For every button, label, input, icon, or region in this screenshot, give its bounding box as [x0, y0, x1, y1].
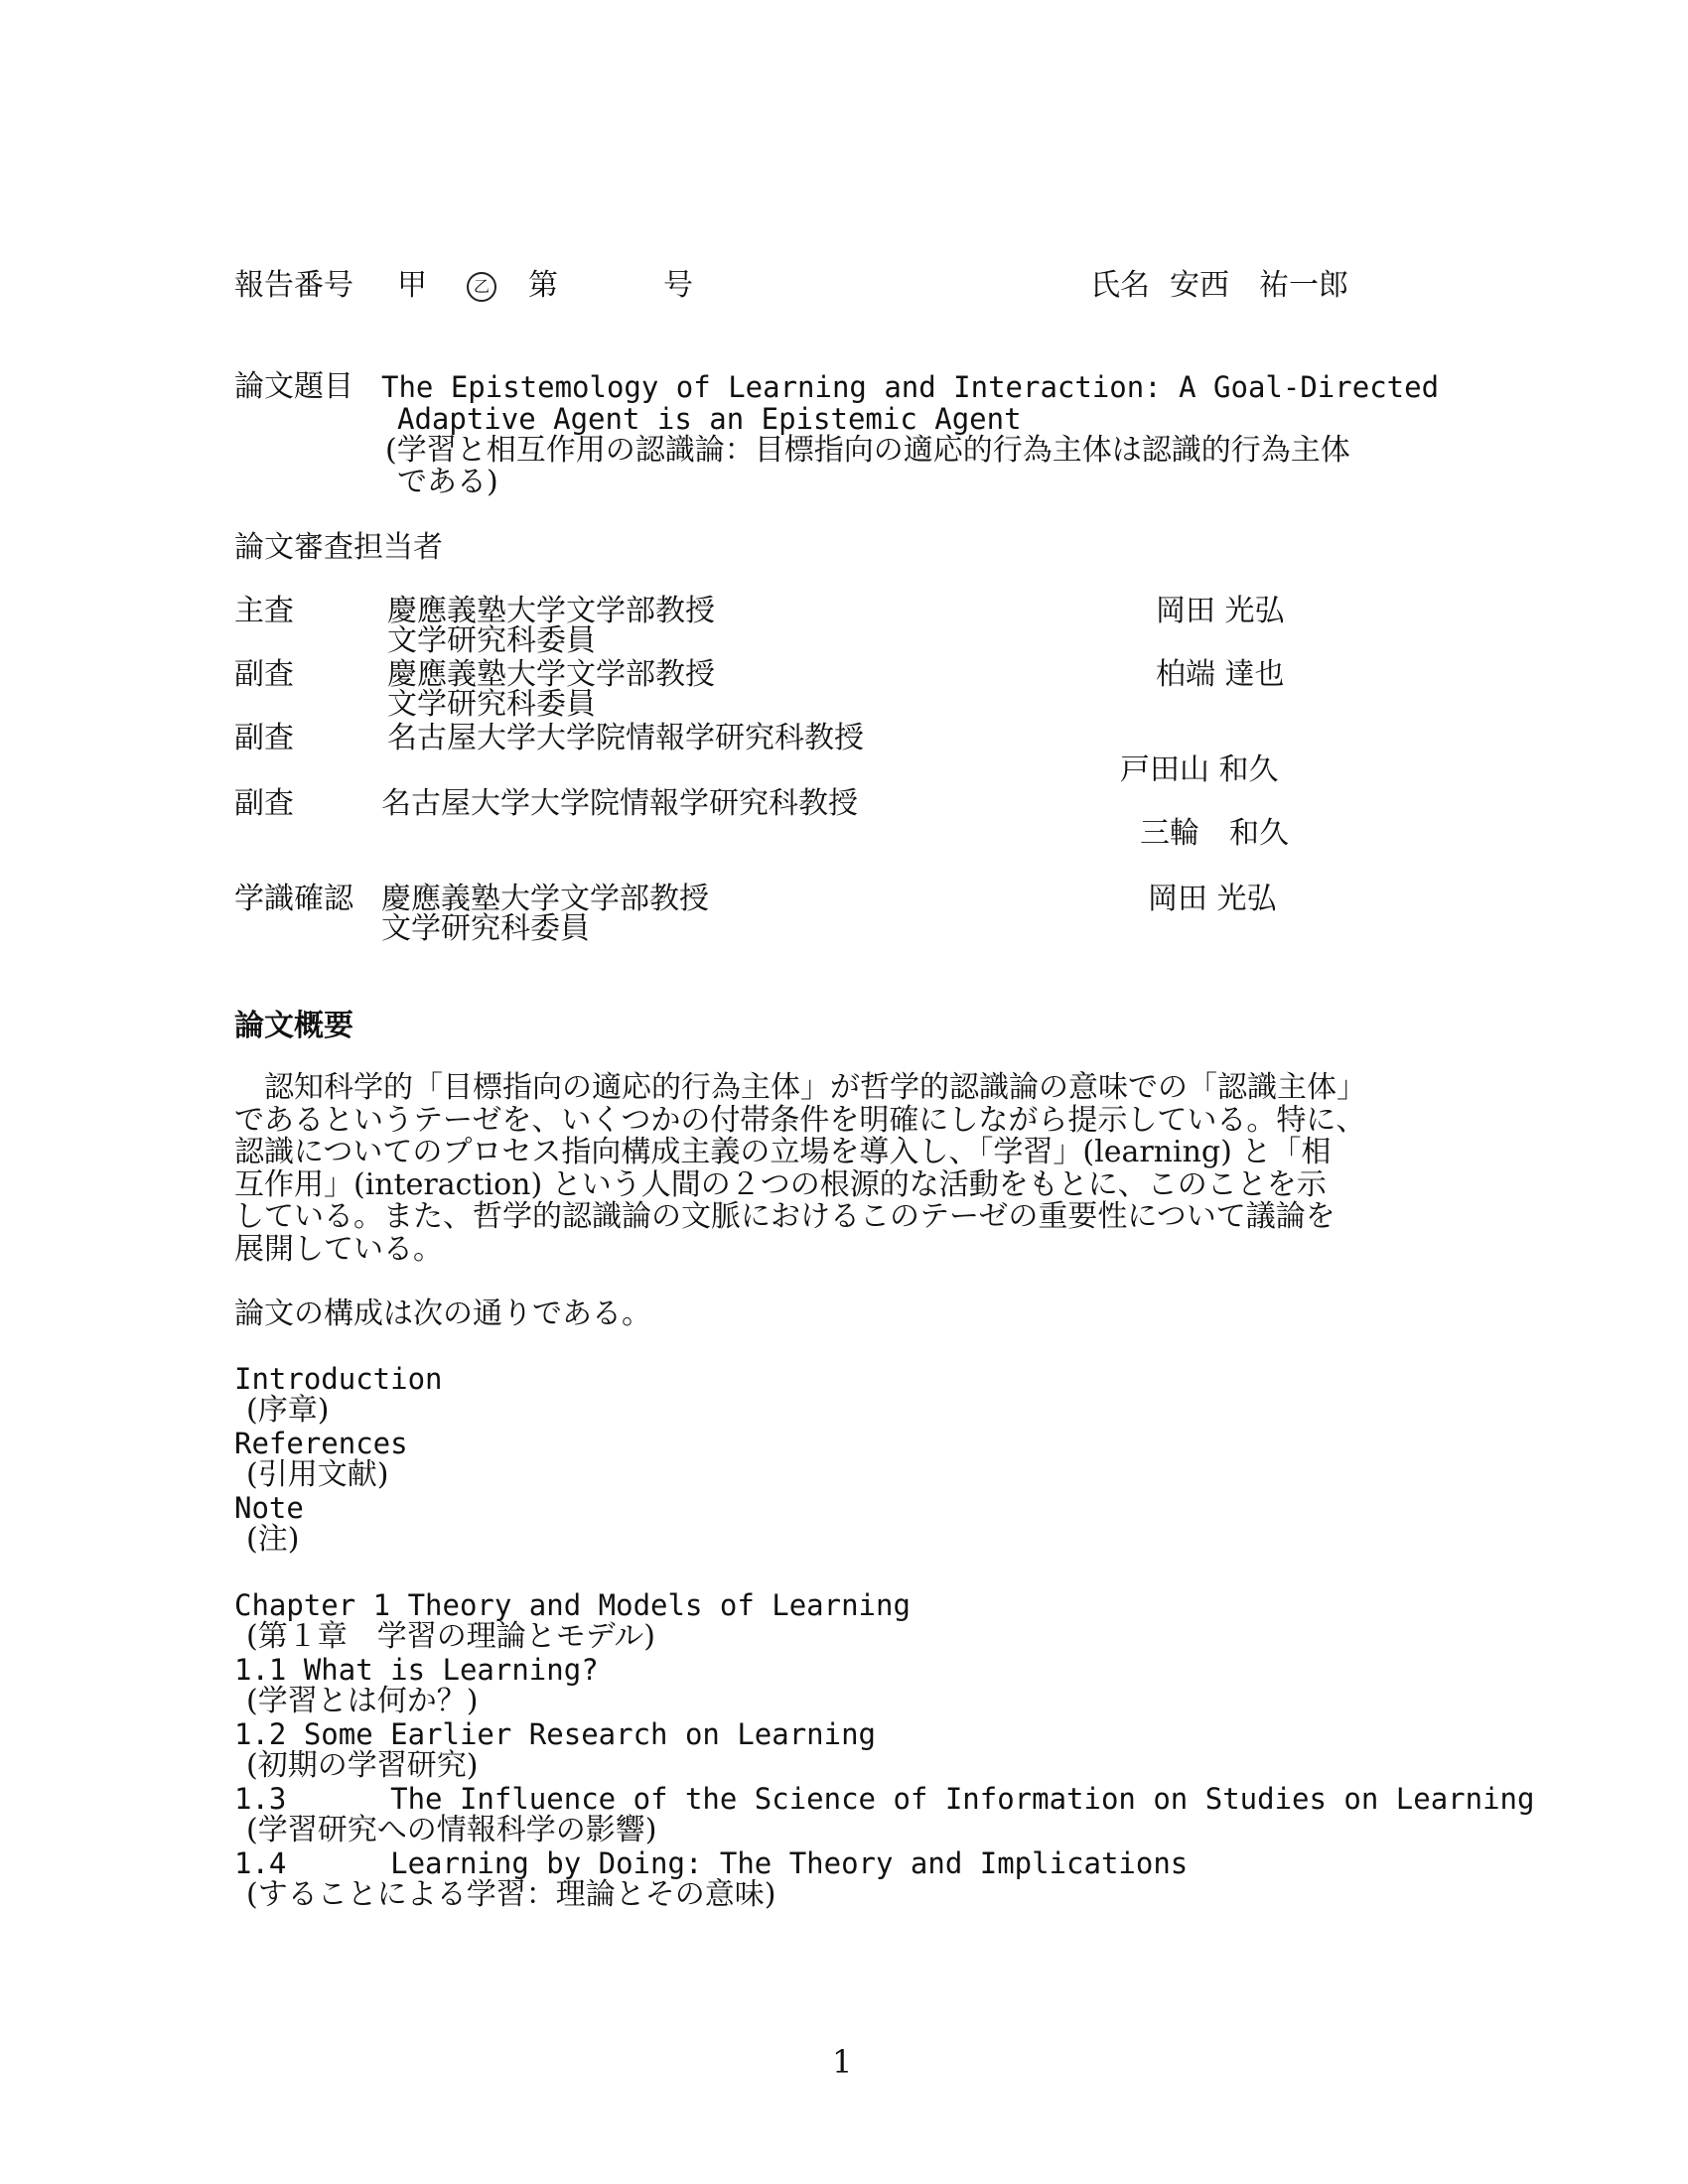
title-jp-line1: (学習と相互作用の認識論：目標指向の適応的行為主体は認識的行為主体	[385, 433, 1350, 468]
examiner-affiliation: 慶應義塾大学文学部教授	[387, 594, 715, 628]
toc-entry-translation: (することによる学習：理論とその意味)	[246, 1876, 776, 1912]
examiner-name: 戸田山 和久	[1120, 752, 1279, 787]
report-gou: 号	[663, 268, 693, 303]
name-value: 安西 祐一郎	[1170, 268, 1348, 303]
summary-line: 互作用」(interaction) という人間の２つの根源的な活動をもとに、このことを示	[234, 1166, 1327, 1202]
toc-entry-jp	[234, 1456, 443, 1492]
toc-entry-title: Chapter 1 Theory and Models of Learning	[234, 1588, 911, 1622]
toc-entry-title: 1.4 Learning by Doing: The Theory and Implications	[234, 1846, 1189, 1880]
toc-entry-title: 1.2 Some Earlier Research on Learning	[234, 1717, 877, 1751]
toc-entry-en	[234, 1782, 1534, 1815]
examiner-affiliation: 名古屋大学大学院情報学研究科教授	[381, 786, 858, 821]
examiner-role: 副査	[234, 786, 294, 821]
toc-entry-translation: (初期の学習研究)	[246, 1747, 479, 1783]
toc-entry-title: Note	[234, 1491, 304, 1525]
examiner-affiliation-sub: 文学研究科委員	[387, 687, 596, 722]
toc-entry-jp	[234, 1876, 1534, 1912]
examiner-affiliation-sub: 文学研究科委員	[381, 911, 590, 946]
report-kou: 甲	[397, 268, 427, 303]
examiner-affiliation: 慶應義塾大学文学部教授	[381, 882, 709, 916]
title-en-line1: The Epistemology of Learning and Interaction: A Goal-Directed	[381, 370, 1440, 404]
toc-entry-en	[234, 1846, 1534, 1879]
toc-entry-en	[234, 1362, 443, 1395]
examiner-affiliation-sub: 文学研究科委員	[387, 623, 596, 658]
examiner-affiliation: 名古屋大学大学院情報学研究科教授	[387, 721, 864, 755]
toc-entry-jp	[234, 1392, 443, 1428]
toc-entry-translation: (第１章 学習の理論とモデル)	[246, 1618, 655, 1654]
summary-paragraph	[234, 1072, 1456, 1266]
toc-entry-en	[234, 1717, 1534, 1750]
toc-entry-en	[234, 1588, 1534, 1621]
toc-entry-translation: (序章)	[246, 1392, 330, 1428]
examiner-name: 柏端 達也	[1156, 657, 1285, 692]
title-label: 論文題目	[234, 369, 353, 404]
examiner-name: 岡田 光弘	[1148, 882, 1277, 916]
report-number-label: 報告番号	[234, 268, 353, 303]
summary-line: 認知科学的「目標指向の適応的行為主体」が哲学的認識論の意味での「認識主体」	[234, 1070, 1366, 1105]
report-dai: 第	[528, 268, 558, 303]
examiner-name: 三輪 和久	[1140, 816, 1289, 851]
toc-entry-title: Introduction	[234, 1362, 443, 1396]
toc-entry-title: 1.1 What is Learning?	[234, 1653, 599, 1687]
toc-entry-translation: (学習研究への情報科学の影響)	[246, 1812, 657, 1847]
toc-entry-jp	[234, 1747, 1534, 1783]
report-seal	[467, 272, 496, 302]
toc-entry-en	[234, 1491, 443, 1524]
title-jp-line2: である)	[397, 465, 498, 499]
examiner-role: 副査	[234, 721, 294, 755]
seal-otsu-icon: 乙	[467, 272, 496, 302]
toc-entry-translation: (学習とは何か？)	[246, 1683, 479, 1718]
summary-line: であるというテーゼを、いくつかの付帯条件を明確にしながら提示している。特に、	[234, 1102, 1366, 1138]
examiner-affiliation: 慶應義塾大学文学部教授	[387, 657, 715, 692]
examiners-heading: 論文審査担当者	[234, 530, 443, 565]
toc-entry-en	[234, 1427, 443, 1459]
title-en-line2: Adaptive Agent is an Epistemic Agent	[397, 402, 1022, 436]
toc-entry-jp	[234, 1521, 443, 1557]
summary-line: 展開している。	[234, 1231, 443, 1267]
page-number: 1	[832, 2043, 853, 2081]
toc-entry-jp	[234, 1812, 1534, 1847]
toc-group-front	[234, 1362, 443, 1556]
toc-group-chapter1	[234, 1588, 1534, 1911]
examiner-name: 岡田 光弘	[1156, 594, 1285, 628]
examiner-role: 主査	[234, 594, 294, 628]
name-label: 氏名	[1090, 268, 1150, 303]
examiner-role: 副査	[234, 657, 294, 692]
examiner-role: 学識確認	[234, 882, 353, 916]
summary-heading: 論文概要	[234, 1009, 353, 1043]
structure-intro: 論文の構成は次の通りである。	[234, 1297, 651, 1331]
summary-line: 認識についてのプロセス指向構成主義の立場を導入し、「学習」(learning) と「相	[234, 1135, 1332, 1169]
summary-line: している。また、哲学的認識論の文脈におけるこのテーゼの重要性について議論を	[234, 1199, 1336, 1234]
toc-entry-en	[234, 1653, 1534, 1686]
toc-entry-title: 1.3 The Influence of the Science of Information on Studies on Learning	[234, 1782, 1535, 1816]
toc-entry-jp	[234, 1618, 1534, 1654]
toc-entry-title: References	[234, 1427, 408, 1460]
toc-entry-translation: (引用文献)	[246, 1456, 389, 1492]
toc-entry-translation: (注)	[246, 1521, 300, 1557]
toc-entry-jp	[234, 1683, 1534, 1718]
